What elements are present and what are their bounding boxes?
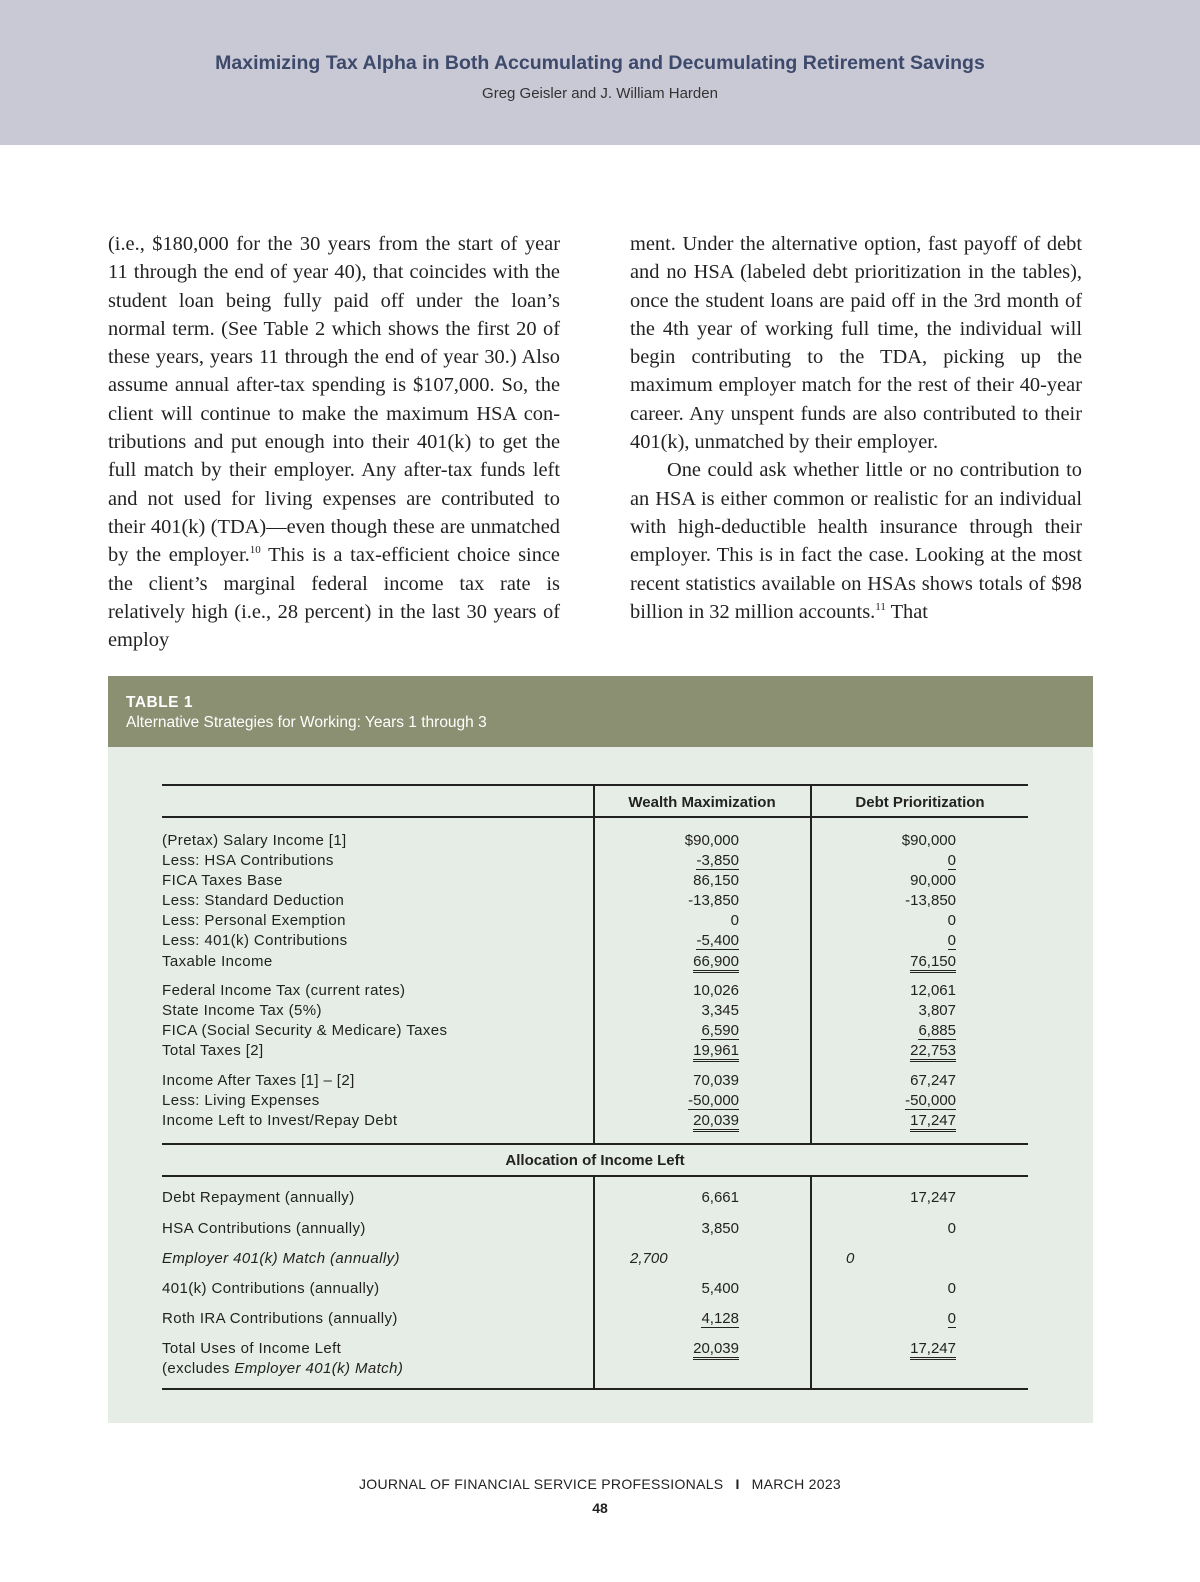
cell-value: 6,590	[701, 1022, 739, 1040]
column-header-wealth-maximization: Wealth Maximization	[628, 794, 776, 811]
column-divider-1-bottom	[593, 1176, 595, 1389]
right-paragraph-1: ment. Under the alternative option, fast payoff of debt and no HSA (labeled debt prioritization in the tables), once the student loans are paid off in the 3rd month of the 4th year of working full time, the individual will begin contributing to the TDA, picking up the maximum employer match for the rest of their 40-year career. Any unspent funds are also contributed to their 401(k), unmatched by their employer.	[630, 233, 1082, 454]
footnote-ref-11[interactable]: 11	[875, 601, 886, 614]
row-label: Income Left to Invest/Repay Debt	[162, 1112, 398, 1130]
row-label: Roth IRA Contributions (annually)	[162, 1310, 398, 1327]
group1-debt-values	[818, 831, 956, 972]
cell-value: -13,850	[905, 892, 956, 910]
row-label: State Income Tax (5%)	[162, 1002, 322, 1020]
cell-value: -5,400	[696, 932, 739, 950]
article-title: Maximizing Tax Alpha in Both Accumulating and Decumulating Retirement Savings	[215, 52, 985, 74]
cell-value: 66,900	[693, 954, 739, 973]
group1-labels	[162, 831, 587, 972]
row-label: 401(k) Contributions (annually)	[162, 1280, 380, 1297]
row-label: Less: 401(k) Contributions	[162, 932, 348, 950]
cell-value: -50,000	[688, 1092, 739, 1110]
cell-value: $90,000	[901, 832, 956, 849]
row-label: Total Uses of Income Left	[162, 1340, 342, 1357]
cell-value: 76,150	[910, 954, 956, 973]
table-label: TABLE 1	[126, 694, 193, 711]
row-label: Less: HSA Contributions	[162, 852, 334, 870]
row-label: FICA Taxes Base	[162, 872, 283, 890]
page-number: 48	[592, 1500, 608, 1516]
note-prefix: (excludes	[162, 1360, 235, 1377]
column-divider-1-top	[593, 784, 595, 1144]
group3-labels	[162, 1071, 587, 1131]
row-label: Less: Standard Deduction	[162, 892, 345, 910]
row-label: Less: Living Expenses	[162, 1092, 320, 1110]
cell-value: 0	[730, 912, 739, 930]
cell-value: -13,850	[688, 892, 739, 910]
table-header-rule	[162, 816, 1028, 818]
left-column-text-cont: This is a tax-efficient choice since the client’s marginal federal income tax rate is relatively high (i.e., 28 percent) in the last 30 years of employ	[108, 544, 560, 652]
table-mid-rule	[162, 1143, 1028, 1145]
right-paragraph-2: One could ask whether little or no contribution to an HSA is either common or realistic for an individual with high-deductible health insurance through their employer. This is in fact the case. Looking at the most recent statistics available on HSAs shows totals of $98 billion in 32 million accounts.	[630, 459, 1082, 623]
cell-value: -50,000	[905, 1092, 956, 1110]
row-label: Employer 401(k) Match (annually)	[162, 1250, 400, 1267]
row-note	[162, 1359, 403, 1379]
row-label: (Pretax) Salary Income [1]	[162, 832, 347, 849]
note-italic: Employer 401(k) Match)	[234, 1360, 404, 1377]
cell-value: 0	[947, 932, 956, 950]
column-header-debt-prioritization: Debt Prioritization	[855, 794, 985, 811]
page-footer	[0, 1476, 1200, 1492]
cell-value: 4,128	[701, 1310, 739, 1327]
table-caption: Alternative Strategies for Working: Years 1 through 3	[126, 714, 487, 731]
footnote-ref-10[interactable]: 10	[249, 544, 261, 557]
cell-value: 17,247	[910, 1113, 956, 1132]
column-divider-2-bottom	[810, 1176, 812, 1389]
table-alloc-rule	[162, 1175, 1028, 1177]
cell-value: 0	[947, 1280, 956, 1297]
cell-value: 20,039	[693, 1113, 739, 1132]
cell-value: 2,700	[630, 1250, 668, 1267]
cell-value: 17,247	[910, 1340, 956, 1360]
cell-value: 86,150	[693, 872, 739, 890]
cell-value: 6,661	[701, 1189, 739, 1206]
cell-value: 3,807	[918, 1002, 956, 1020]
allocation-title: Allocation of Income Left	[505, 1152, 685, 1169]
article-authors: Greg Geisler and J. William Harden	[482, 85, 718, 102]
cell-value: 0	[947, 1310, 956, 1327]
header-band	[0, 0, 1200, 145]
group3-debt-values	[818, 1071, 956, 1131]
right-paragraph-2-cont: That	[885, 600, 928, 623]
row-label: Debt Repayment (annually)	[162, 1189, 355, 1206]
issue-date: MARCH 2023	[751, 1476, 842, 1492]
journal-name: JOURNAL OF FINANCIAL SERVICE PROFESSIONALS	[358, 1476, 724, 1492]
cell-value: 20,039	[693, 1340, 739, 1360]
cell-value: 3,345	[701, 1002, 739, 1020]
cell-value: 90,000	[910, 872, 956, 890]
table-bottom-rule	[162, 1388, 1028, 1390]
row-label: Taxable Income	[162, 952, 273, 970]
body-column-right	[630, 230, 1082, 630]
cell-value: 12,061	[910, 982, 956, 999]
cell-value: $90,000	[684, 832, 739, 849]
data-table	[162, 784, 1028, 1390]
group1-wealth-values	[602, 831, 739, 972]
cell-value: 70,039	[693, 1072, 739, 1089]
row-label: Federal Income Tax (current rates)	[162, 982, 406, 999]
group2-labels	[162, 981, 587, 1061]
cell-value: 0	[947, 912, 956, 930]
cell-value: 5,400	[701, 1280, 739, 1297]
row-label: Income After Taxes [1] – [2]	[162, 1072, 355, 1089]
body-column-left	[108, 230, 560, 652]
row-label: Less: Personal Exemption	[162, 912, 346, 930]
row-label: HSA Contributions (annually)	[162, 1220, 366, 1237]
group2-debt-values	[818, 981, 956, 1061]
cell-value: 0	[846, 1250, 855, 1267]
cell-value: 6,885	[918, 1022, 956, 1040]
row-label: Total Taxes [2]	[162, 1042, 264, 1060]
table-top-rule	[162, 784, 1028, 786]
cell-value: 22,753	[910, 1043, 956, 1062]
cell-value: 3,850	[701, 1220, 739, 1237]
cell-value: 17,247	[910, 1189, 956, 1206]
table-header-band	[108, 676, 1093, 747]
group2-wealth-values	[602, 981, 739, 1061]
group3-wealth-values	[602, 1071, 739, 1131]
cell-value: 0	[947, 852, 956, 870]
cell-value: 19,961	[693, 1043, 739, 1062]
cell-value: 0	[947, 1220, 956, 1237]
left-column-text: (i.e., $180,000 for the 30 years from the start of year 11 through the end of year 40), that coincides with the student loan being fully paid off under the loan’s normal term. (See Table 2 which shows the first 20 of these years, years 11 through the end of year 30.) Also assume annual after-tax spending is $107,000. So, the client will continue to make the maximum HSA contributions and put enough into their 401(k) to get the full match by their employer. Any after-tax funds left and not used for living expenses are contributed to their 401(k) (TDA)—even though these are unmatched by the employer.	[108, 233, 560, 567]
row-label: FICA (Social Security & Medicare) Taxes	[162, 1022, 448, 1040]
cell-value: 10,026	[693, 982, 739, 999]
cell-value: 67,247	[910, 1072, 956, 1089]
footer-separator: I	[735, 1476, 740, 1492]
column-divider-2-top	[810, 784, 812, 1144]
cell-value: -3,850	[696, 852, 739, 870]
